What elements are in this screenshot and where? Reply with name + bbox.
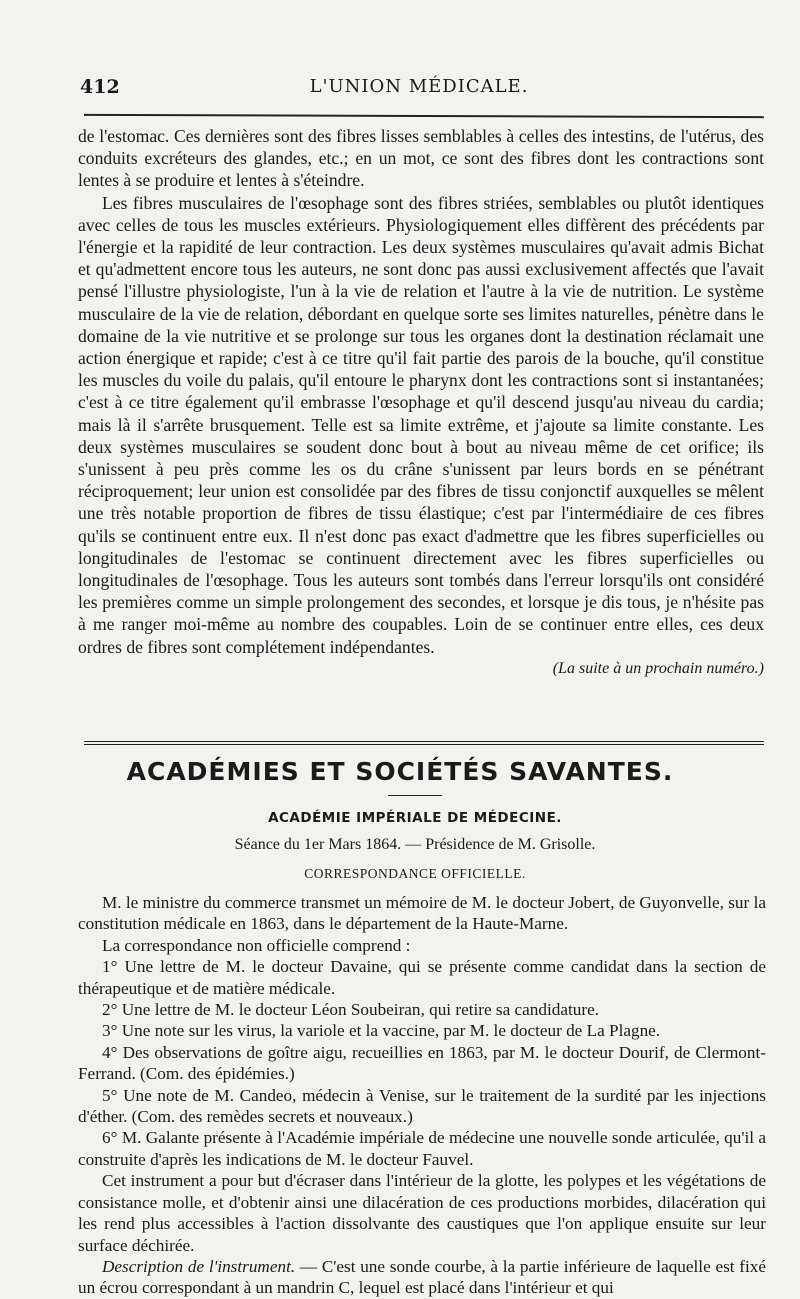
list-item: 5° Une note de M. Candeo, médecin à Venise, sur le traitement de la surdité par les injections d'éther. (Com. des remèdes secrets et nouveaux.) (78, 1085, 766, 1127)
article-paragraph: de l'estomac. Ces dernières sont des fibres lisses semblables à celles des intestins, de l'utérus, des conduits excréteurs des glandes, etc.; en un mot, ce sont des fibres dont les contractions sont lentes à se produire et lentes à s'éteindre. (78, 126, 764, 191)
instrument-paragraph: Cet instrument a pour but d'écraser dans l'intérieur de la glotte, les polypes et les végétations de consistance molle, et d'obtenir ainsi une dilacération de ces productions morbides, dilacération qui les rend plus accessibles à l'action dissolvante des caustiques que l'on applique ensuite sur leur surface déchirée. (78, 1171, 766, 1255)
list-item: 4° Des observations de goître aigu, recueillies en 1863, par M. le docteur Dourif, de Clermont-Ferrand. (Com. des épidémies.) (78, 1042, 766, 1084)
description-paragraph (78, 1256, 766, 1299)
section-title: ACADÉMIES ET SOCIÉTÉS SAVANTES. (126, 757, 674, 786)
section-rule-top (84, 741, 764, 742)
academy-name: ACADÉMIE IMPÉRIALE DE MÉDECINE. (268, 810, 562, 826)
page-number: 412 (80, 76, 120, 98)
title-underline (388, 795, 442, 796)
nonofficial-intro: La correspondance non officielle comprend : (102, 935, 411, 955)
description-label: Description de l'instrument. (102, 1256, 296, 1276)
description-text: — C'est une sonde courbe, à la partie inférieure de laquelle est fixé un écrou correspondant à un mandrin C, lequel est placé dans l'intérieur et qui (78, 1256, 766, 1298)
list-item: 2° Une lettre de M. le docteur Léon Soubeiran, qui retire sa candidature. (102, 1000, 600, 1020)
list-item: 6° M. Galante présente à l'Académie impériale de médecine une nouvelle sonde articulée, qu'il a construite d'après les indications de M. le docteur Fauvel. (78, 1128, 766, 1169)
page-header (78, 76, 760, 104)
article-body (78, 125, 764, 680)
section-rule-bottom (84, 744, 764, 745)
list-item: 1° Une lettre de M. le docteur Davaine, qui se présente comme candidat dans la section de thérapeutique et de matière médicale. (78, 957, 766, 998)
list-item: 3° Une note sur les virus, la variole et la vaccine, par M. le docteur de La Plagne. (102, 1021, 661, 1041)
header-rule (84, 114, 764, 118)
running-title: L'UNION MÉDICALE. (309, 76, 529, 97)
official-correspondence: M. le ministre du commerce transmet un mémoire de M. le docteur Jobert, de Guyonvelle, sur la constitution médicale en 1863, dans le département de la Haute-Marne. (78, 893, 766, 934)
section-body (78, 892, 766, 1299)
article-paragraph: Les fibres musculaires de l'œsophage sont des fibres striées, semblables ou plutôt identiques avec celles de tous les muscles extérieurs. Physiologiquement elles diffèrent des précédents par l'énergie et la rapidité de leur contraction. Les deux systèmes musculaires qu'avait admis Bichat et qu'admettent encore tous les auteurs, ne sont donc pas aussi exclusivement affectés que l'avait pensé l'illustre physiologiste, l'un à la vie de relation et l'autre à la vie de nutrition. Le système musculaire de la vie de relation, débordant en quelque sorte ses limites naturelles, pénètre dans le domaine de la vie nutritive et se prolonge sur tous les organes dont la destination réclamait une action énergique et rapide; c'est à ce titre qu'il fait partie des parois de la bouche, qu'il constitue les muscles du voile du palais, qu'il entoure le pharynx dont les contractions sont si instantanées; c'est à ce titre également qu'il embrasse l'œsophage et qu'il descend jusqu'au niveau du cardia; mais là il s'arrête brusquement. Telle est sa limite extrême, et j'ajoute sa limite constante. Les deux systèmes musculaires se soudent donc bout à bout au niveau même de cet orifice; ils s'unissent à peu près comme les os du crâne s'unissent par leurs bords en se pénétrant réciproquement; leur union est consolidée par des fibres de tissu conjonctif auxquelles se mêlent une très notable proportion de fibres de tissu élastique; c'est par l'intermédiaire de ces fibres qu'ils se continuent entre eux. Il n'est donc pas exact d'admettre que les fibres superficielles ou longitudinales de l'estomac se continuent directement avec les fibres superficielles ou longitudinales de l'œsophage. Tous les auteurs sont tombés dans l'erreur lorsqu'ils ont considéré les premières comme un simple prolongement des secondes, et lorsque je dis tous, je n'hésite pas à me ranger moi-même au nombre des coupables. Loin de se continuer entre elles, ces deux ordres de fibres sont complétement indépendantes. (78, 192, 764, 657)
continuation-note: (La suite à un prochain numéro.) (552, 659, 764, 677)
correspondence-title: CORRESPONDANCE OFFICIELLE. (304, 866, 526, 881)
seance-line: Séance du 1er Mars 1864. — Présidence de M. Grisolle. (234, 836, 596, 853)
